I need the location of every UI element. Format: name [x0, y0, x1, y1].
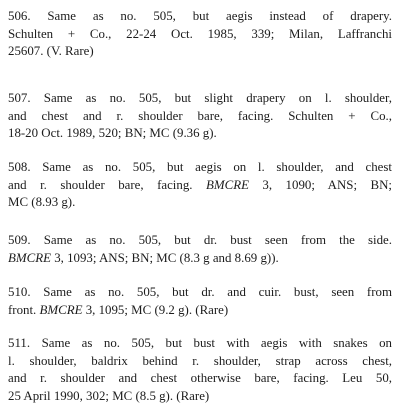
- entry-506-line-2: Schulten + Co., 22-24 Oct. 1985, 339; Milan, Laffranchi: [8, 26, 392, 41]
- entry-511-line-3: and r. shoulder and chest otherwise bare, facing. Leu 50,: [8, 371, 392, 386]
- catalogue-entry-507: [8, 90, 400, 143]
- entry-506-line-1: 506. Same as no. 505, but aegis instead of drapery.: [8, 9, 392, 23]
- entry-510-line-1: 510. Same as no. 505, but dr. and cuir. bust, seen from: [8, 285, 392, 299]
- catalogue-entry-510: [8, 284, 400, 319]
- entry-507-line-3: 18-20 Oct. 1989, 520; BN; MC (9.36 g).: [8, 126, 217, 141]
- entry-510-line-2-tail: 3, 1095; MC (9.2 g). (Rare): [82, 302, 229, 317]
- entry-508-line-3: MC (8.93 g).: [8, 195, 76, 210]
- entry-509-line-2-tail: 3, 1093; ANS; BN; MC (8.3 g and 8.69 g)).: [50, 250, 279, 265]
- entry-511-line-4: 25 April 1990, 302; MC (8.5 g). (Rare): [8, 388, 210, 403]
- entry-509-bmcre-ref: BMCRE: [8, 250, 51, 265]
- entry-509-line-2: [8, 250, 400, 268]
- catalogue-entry-509: [8, 232, 400, 267]
- entry-510-line-2-text: front.: [8, 302, 40, 317]
- entry-508-bmcre-ref: BMCRE: [205, 177, 249, 192]
- entry-507-line-1: 507. Same as no. 505, but slight drapery on l. shoulder,: [8, 91, 392, 105]
- entry-509-line-1: 509. Same as no. 505, but dr. bust seen from the side.: [8, 233, 392, 247]
- entry-510-line-2: [8, 302, 400, 320]
- catalogue-entry-508: [8, 159, 400, 212]
- entry-510-bmcre-ref: BMCRE: [39, 302, 83, 317]
- entry-506-line-3: 25607. (V. Rare): [8, 44, 94, 59]
- entry-511-line-1: 511. Same as no. 505, but bust with aegis with snakes on: [8, 336, 392, 350]
- entry-508-line-1: 508. Same as no. 505, but aegis on l. shoulder, and chest: [8, 160, 392, 174]
- entry-511-line-2: l. shoulder, baldrix behind r. shoulder, strap across chest,: [8, 353, 392, 368]
- entry-507-line-2: and chest and r. shoulder bare, facing. Schulten + Co.,: [8, 108, 392, 123]
- entry-508-line-2-text: and r. shoulder bare, facing.: [8, 177, 206, 192]
- catalogue-entry-511: [8, 335, 400, 405]
- entry-508-line-2-tail: 3, 1090; ANS; BN;: [248, 177, 392, 192]
- entry-508-line-2: [8, 177, 392, 195]
- catalogue-entry-506: [8, 8, 400, 61]
